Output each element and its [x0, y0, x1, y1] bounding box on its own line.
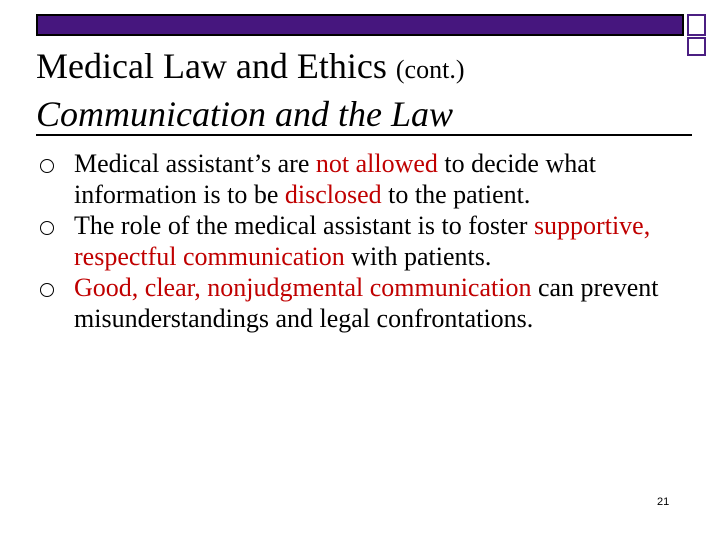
title-line: [36, 44, 676, 92]
bullet-item: [36, 272, 686, 334]
header-bar: [36, 14, 684, 36]
corner-decoration-square: [687, 37, 706, 56]
corner-decoration-bar: [687, 14, 706, 36]
bullet-text-segment: Medical assistant’s are: [74, 149, 316, 178]
title-main: Medical Law and Ethics: [36, 46, 396, 86]
hollow-circle-icon: [40, 283, 54, 297]
slide-title: [36, 44, 676, 136]
bullet-list: [36, 148, 686, 334]
bullet-item: [36, 210, 686, 272]
title-divider: [36, 134, 692, 136]
bullet-text-segment: to decide what information is to be: [74, 149, 597, 209]
bullet-highlight-segment: supportive, respectful communication: [74, 211, 651, 271]
title-suffix: (cont.): [395, 55, 465, 84]
bullet-text-segment: with patients.: [344, 242, 492, 271]
bullet-highlight-segment: Good, clear, nonjudgmental communication: [74, 273, 532, 302]
bullet-highlight-segment: disclosed: [284, 180, 382, 209]
bullet-item: [36, 148, 686, 210]
bullet-text-segment: to the patient.: [381, 180, 531, 209]
title-subtitle: Communication and the Law: [36, 94, 454, 134]
bullet-text-segment: The role of the medical assistant is to foster: [74, 211, 534, 240]
bullet-highlight-segment: not allowed: [315, 149, 438, 178]
bullet-text-segment: can prevent misunderstandings and legal confrontations.: [74, 273, 659, 333]
page-number: 21: [657, 496, 670, 508]
hollow-circle-icon: [40, 159, 54, 173]
hollow-circle-icon: [40, 221, 54, 235]
